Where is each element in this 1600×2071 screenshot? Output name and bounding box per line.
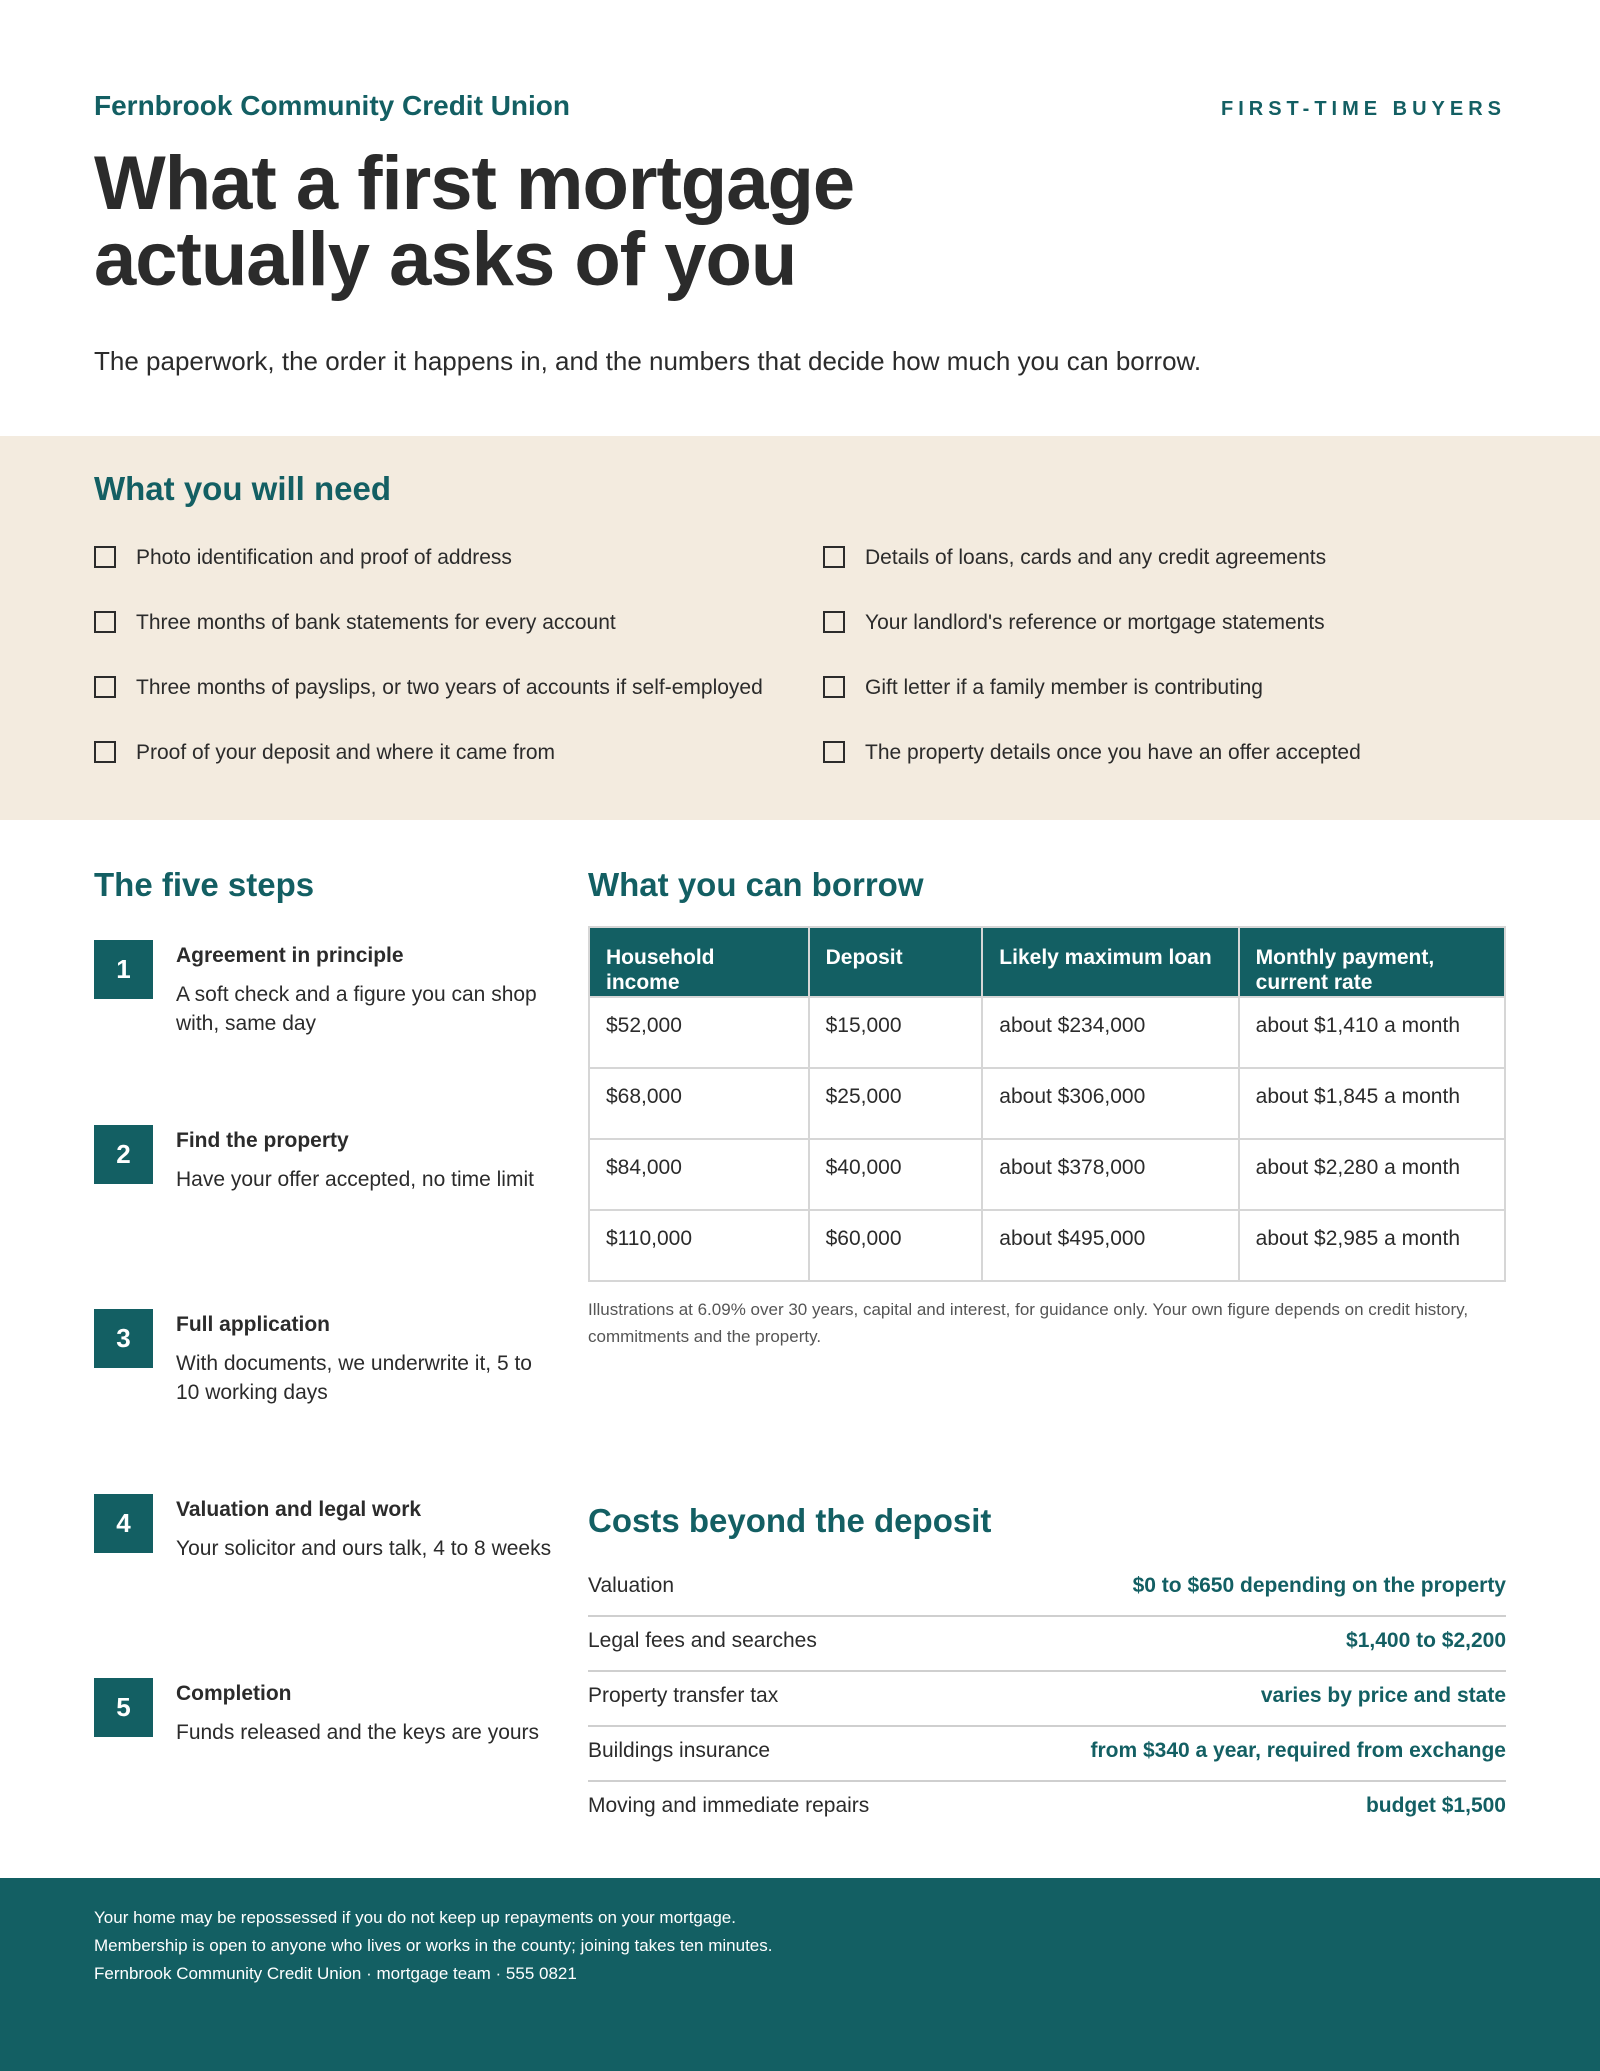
step-description: With documents, we underwrite it, 5 to 10 working days [176,1352,532,1404]
table-cell: about $306,000 [982,1068,1238,1139]
step-description: A soft check and a figure you can shop with, same day [176,983,537,1035]
checklist-item-label: The property details once you have an offer accepted [865,741,1361,764]
cost-label: Buildings insurance [588,1739,771,1762]
checkbox[interactable] [94,546,116,568]
cost-label: Valuation [588,1574,675,1597]
checklist-item-label: Your landlord's reference or mortgage statements [865,611,1325,634]
cost-row [588,1782,1506,1837]
what-you-need-section [0,436,1600,820]
table-cell: $110,000 [589,1210,809,1281]
cost-value: $0 to $650 depending on the property [1132,1574,1506,1597]
cost-value: $1,400 to $2,200 [1346,1629,1506,1652]
step-number-badge: 2 [94,1125,153,1184]
table-header-row [589,927,1505,997]
checklist-item-label: Three months of payslips, or two years of accounts if self-employed [136,676,763,699]
step-title: Valuation and legal work [176,1498,422,1521]
table-cell: about $2,985 a month [1239,1210,1505,1281]
costs-list [588,1562,1506,1837]
footer-text [94,1904,772,1988]
table-cell: about $234,000 [982,997,1238,1068]
checklist-item-label: Three months of bank statements for every account [136,611,616,634]
table-cell: $68,000 [589,1068,809,1139]
column-header: Monthly payment, current rate [1239,927,1505,997]
page-title [94,141,855,302]
table-cell: $84,000 [589,1139,809,1210]
table-row [589,1068,1505,1139]
column-header: Likely maximum loan [982,927,1238,997]
checkbox[interactable] [94,676,116,698]
cost-value: budget $1,500 [1365,1794,1506,1817]
title-line-2: actually asks of you [94,217,797,302]
checklist-item [94,676,823,741]
step-description: Have your offer accepted, no time limit [176,1168,534,1191]
table-cell: about $2,280 a month [1239,1139,1505,1210]
step-number-badge: 3 [94,1309,153,1368]
table-cell: about $378,000 [982,1139,1238,1210]
step-title: Completion [176,1682,292,1705]
table-cell: $52,000 [589,997,809,1068]
table-cell: $25,000 [809,1068,983,1139]
checklist-item-label: Photo identification and proof of address [136,546,512,569]
footer-line: Fernbrook Community Credit Union · mortgage team · 555 0821 [94,1964,577,1983]
cost-row [588,1617,1506,1672]
steps-heading: The five steps [94,866,315,903]
checklist-item [94,546,823,611]
borrow-table [588,926,1506,1282]
checkbox[interactable] [823,546,845,568]
table-row [589,997,1505,1068]
cost-label: Moving and immediate repairs [588,1794,870,1817]
checkbox[interactable] [94,741,116,763]
section-tag: FIRST-TIME BUYERS [1220,98,1506,120]
checklist-item [823,546,1506,611]
checklist-item [94,741,823,806]
table-cell: about $1,845 a month [1239,1068,1505,1139]
cost-row [588,1672,1506,1727]
cost-label: Legal fees and searches [588,1629,817,1652]
step-number-badge: 5 [94,1678,153,1737]
table-cell: $15,000 [809,997,983,1068]
what-you-need-heading: What you will need [94,470,392,507]
step-description: Funds released and the keys are yours [176,1721,540,1744]
table-row [589,1210,1505,1281]
cost-value: varies by price and state [1260,1684,1506,1707]
step-number-badge: 1 [94,940,153,999]
step-title: Full application [176,1313,331,1336]
step-number-badge: 4 [94,1494,153,1553]
checkbox[interactable] [823,611,845,633]
table-cell: about $1,410 a month [1239,997,1505,1068]
table-cell: $40,000 [809,1139,983,1210]
borrow-footnote: Illustrations at 6.09% over 30 years, capital and interest, for guidance only. Your own figure depends on credit history, commitments and the property. [588,1300,1469,1346]
cost-row [588,1562,1506,1617]
checklist-item [823,611,1506,676]
table-cell: about $495,000 [982,1210,1238,1281]
cost-value: from $340 a year, required from exchange [1090,1739,1506,1762]
column-header: Household income [589,927,809,997]
checklist-item-label: Details of loans, cards and any credit agreements [865,546,1327,569]
checklist [94,546,1506,806]
checklist-item [94,611,823,676]
checklist-item [823,676,1506,741]
step-title: Find the property [176,1129,349,1152]
page-subtitle: The paperwork, the order it happens in, and the numbers that decide how much you can borrow. [94,346,1202,376]
step-description: Your solicitor and ours talk, 4 to 8 weeks [176,1537,552,1560]
checklist-item-label: Gift letter if a family member is contributing [865,676,1263,699]
checkbox[interactable] [823,741,845,763]
step-title: Agreement in principle [176,944,404,967]
cost-row [588,1727,1506,1782]
table-row [589,1139,1505,1210]
title-line-1: What a first mortgage [94,141,855,226]
checkbox[interactable] [94,611,116,633]
checklist-item-label: Proof of your deposit and where it came from [136,741,556,764]
org-name: Fernbrook Community Credit Union [94,90,570,121]
checklist-item [823,741,1506,806]
table-cell: $60,000 [809,1210,983,1281]
cost-label: Property transfer tax [588,1684,779,1707]
column-header: Deposit [809,927,983,997]
footer-line: Membership is open to anyone who lives or works in the county; joining takes ten minutes. [94,1936,773,1955]
borrow-heading: What you can borrow [588,866,924,903]
costs-heading: Costs beyond the deposit [588,1502,992,1539]
footer-line: Your home may be repossessed if you do not keep up repayments on your mortgage. [94,1908,736,1927]
footer [0,1878,1600,2071]
header [94,90,1506,122]
checkbox[interactable] [823,676,845,698]
